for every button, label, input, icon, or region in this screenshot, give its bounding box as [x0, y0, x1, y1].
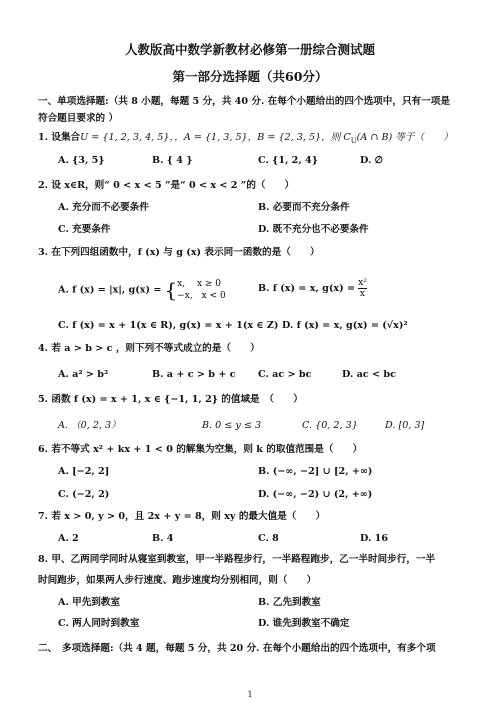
question-3-option-d: D. f (x) = x, g(x) = (√x)² — [282, 320, 408, 331]
section1-heading-line1: 一、单项选择题:（共 8 小题，每题 5 分，共 40 分. 在每个小题给出的四个选项中，只有一项是 — [38, 96, 450, 107]
question-7-option-b: B. 4 — [152, 533, 174, 544]
section1-heading-line2: 符合题目要求的 ） — [38, 113, 119, 124]
question-1-option-a: A. {3, 5} — [58, 155, 105, 166]
question-6-option-b: B. (−∞, −2] ∪ [2, +∞) — [258, 466, 373, 477]
question-3-option-b — [258, 278, 367, 299]
question-8-option-a: A. 甲先到教室 — [58, 597, 121, 608]
question-3-stem: 3. 在下列四组函数中，f (x) 与 g (x) 表示同一函数的是（ ） — [38, 247, 320, 258]
question-2-stem: 2. 设 x∈R，则“ 0 < x < 5 ”是“ 0 < x < 2 ”的（ ） — [38, 180, 295, 191]
question-5-option-b: B. 0 ≤ y ≤ 3 — [202, 420, 262, 431]
question-3-option-c: C. f (x) = x + 1(x ∈ R), g(x) = x + 1(x ∈ Z) — [58, 320, 279, 331]
question-1-math: U = {1, 2, 3, 4, 5}，，A = {1, 3, 5}，B = {2, 3, 5}，则 C — [80, 132, 351, 143]
left-brace-icon: { — [164, 278, 178, 302]
fraction-numerator: x² — [358, 278, 367, 288]
question-7-option-a: A. 2 — [58, 533, 79, 544]
question-1-sub: U — [350, 136, 357, 145]
question-7-option-c: C. 8 — [258, 533, 279, 544]
question-5-option-a: A. （0, 2, 3） — [58, 420, 121, 431]
question-1-prefix: 1. 设集合 — [38, 132, 81, 143]
question-7-option-d: D. 16 — [360, 533, 389, 544]
question-6-option-c: C. (−2, 2) — [58, 489, 110, 500]
question-3-option-a-text: A. f (x) = |x|, g(x) = — [58, 284, 162, 296]
question-6-option-d: D. (−∞, −2) ∪ (2, +∞) — [258, 489, 373, 500]
question-2-option-b: B. 必要而不充分条件 — [258, 202, 350, 213]
question-5-option-d: D. [0, 3] — [385, 420, 425, 431]
question-8-option-d: D. 谁先到教室不确定 — [258, 618, 350, 629]
question-1-stem — [38, 131, 453, 148]
question-3-option-b-text: B. f (x) = x, g(x) = — [258, 283, 356, 294]
question-1-option-d: D. ∅ — [360, 155, 384, 166]
question-4-stem: 4. 若 a > b > c ，则下列不等式成立的是（ ） — [38, 343, 260, 354]
question-2-option-a: A. 充分而不必要条件 — [58, 202, 149, 213]
document-title: 人教版高中数学新教材必修第一册综合测试题 — [124, 42, 375, 57]
question-1-option-c: C. {1, 2, 4} — [258, 155, 318, 166]
question-5-option-c: C. {0, 2, 3} — [302, 420, 358, 431]
piecewise-case-2: −x, x < 0 — [177, 291, 226, 301]
piecewise-case-1: x, x ≥ 0 — [177, 279, 222, 289]
section2-heading: 二、 多项选择题:（共 4 题，每题 5 分，共 20 分. 在每个小题给出的四个选项中，有多个项 — [38, 643, 436, 654]
page-number: 1 — [247, 690, 253, 699]
fraction-denominator: x — [359, 289, 365, 299]
question-4-option-c: C. ac > bc — [258, 369, 312, 380]
question-8-stem-line2: 时间跑步，如果两人步行速度、跑步速度均分别相同，则（ ） — [38, 575, 317, 586]
question-4-option-a: A. a² > b² — [58, 369, 109, 380]
question-2-option-c: C. 充要条件 — [58, 224, 111, 235]
question-1-option-b: B. { 4 } — [152, 155, 193, 166]
question-2-option-d: D. 既不充分也不必要条件 — [258, 224, 369, 235]
fraction — [358, 278, 367, 299]
question-1-tail: (A ∩ B) 等于（ ） — [356, 132, 453, 143]
question-3-option-a — [58, 278, 226, 302]
question-8-option-c: C. 两人同时到教室 — [58, 618, 140, 629]
question-4-option-d: D. ac < bc — [342, 369, 396, 380]
question-8-option-b: B. 乙先到教室 — [258, 597, 321, 608]
question-7-stem: 7. 若 x > 0, y > 0，且 2x + y = 8，则 xy 的最大值是（ ） — [38, 511, 326, 522]
question-6-option-a: A. [−2, 2] — [58, 466, 110, 477]
question-8-stem-line1: 8. 甲、乙两同学同时从寝室到教室，甲一半路程步行，一半路程跑步，乙一半时间步行，一半 — [38, 554, 436, 565]
question-5-stem: 5. 函数 f (x) = x + 1, x ∈ {−1, 1, 2} 的值域是 （ ） — [38, 394, 303, 405]
piecewise-cases — [177, 278, 226, 302]
part-title: 第一部分选择题（共60分） — [172, 69, 328, 84]
question-6-stem: 6. 若不等式 x² + kx + 1 < 0 的解集为空集，则 k 的取值范围是（ ） — [38, 444, 363, 455]
question-4-option-b: B. a + c > b + c — [152, 369, 236, 380]
